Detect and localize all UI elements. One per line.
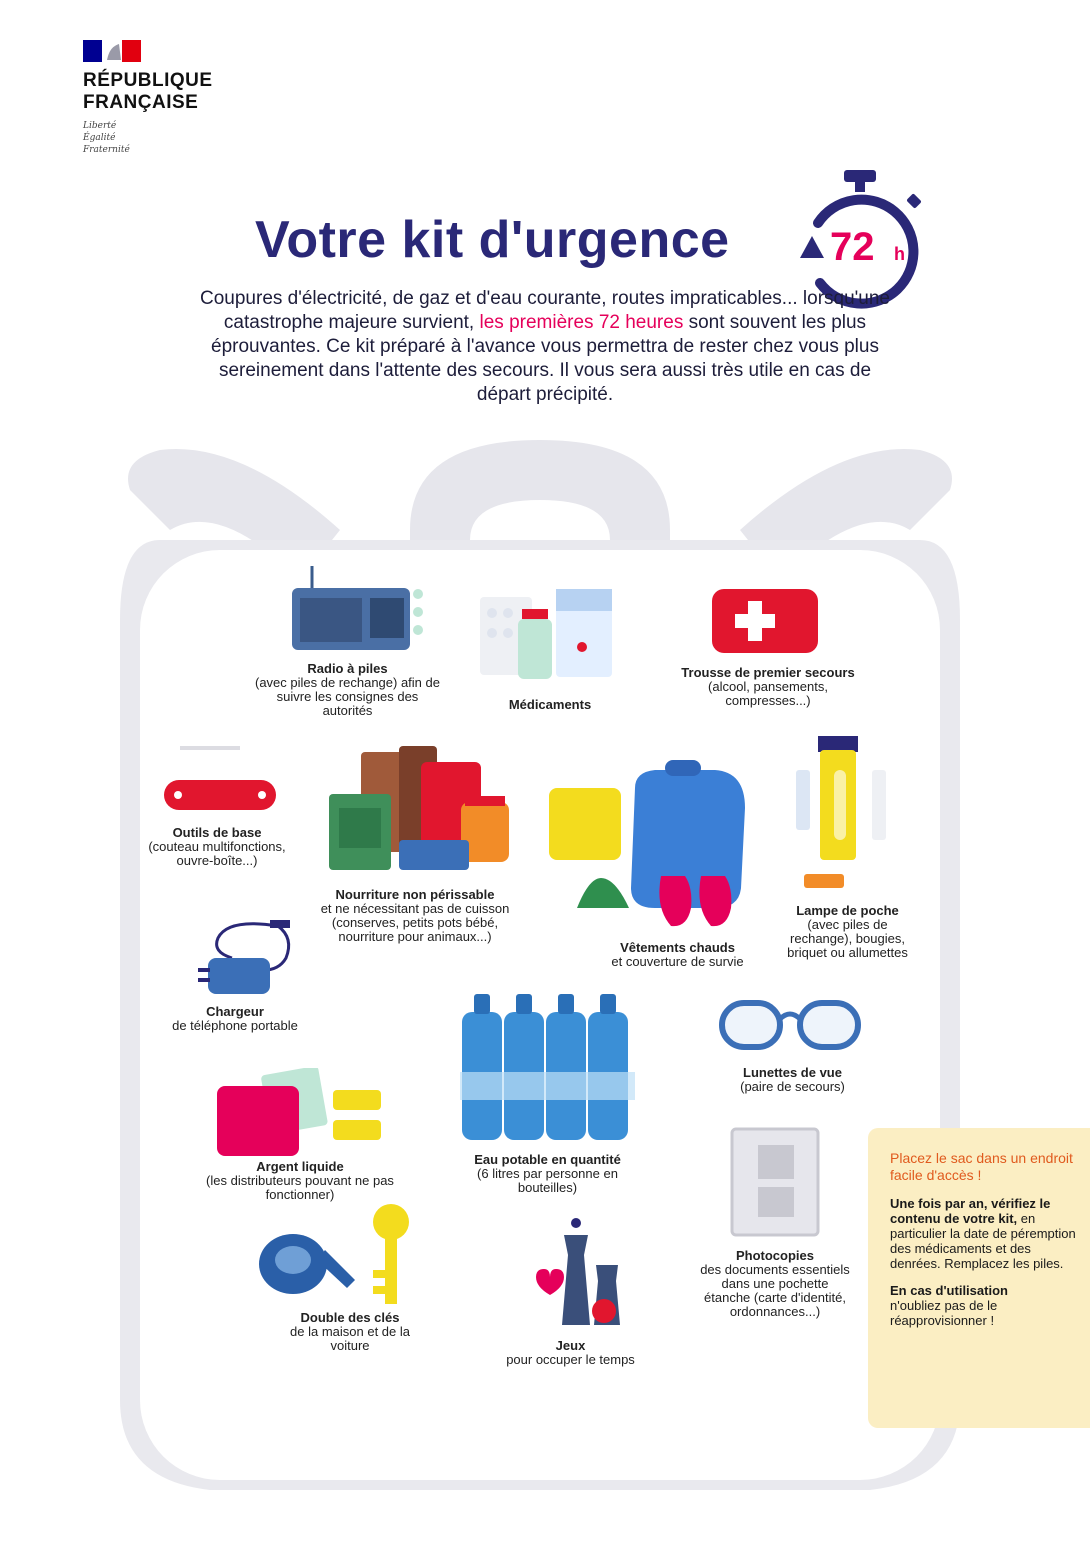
photocopies-title: Photocopies bbox=[735, 1248, 814, 1263]
intro-part2: sont souvent les plus éprouvantes. Ce kit préparé à l'avance vous permettra de rester chez vous plus sereinement dans l'attente des secours. Il vous sera aussi très utile en cas de départ précipité. bbox=[211, 312, 879, 405]
photocopies-desc: des documents essentiels dans une pochette étanche (carte d'identité, ordonnances...) bbox=[700, 1262, 850, 1319]
glasses-icon bbox=[718, 995, 863, 1055]
item-argent bbox=[205, 1160, 395, 1202]
motto-fraternite: Fraternité bbox=[83, 145, 130, 155]
item-lunettes bbox=[715, 1066, 870, 1094]
lampe-title: Lampe de poche bbox=[796, 903, 899, 918]
item-outils bbox=[132, 826, 302, 868]
tip-placez: Placez le sac dans un endroit facile d'accès ! bbox=[890, 1150, 1073, 1183]
tip-usage bbox=[890, 1283, 1076, 1328]
games-icon bbox=[520, 1215, 640, 1330]
tip-annuel bbox=[890, 1196, 1076, 1271]
item-medicaments bbox=[490, 698, 610, 712]
intro-part1: Coupures d'électricité, de gaz et d'eau courante, routes impraticables... lorsqu'une catastrophe majeure survient, bbox=[200, 288, 890, 333]
chargeur-desc: de téléphone portable bbox=[172, 1018, 298, 1033]
jeux-desc: pour occuper le temps bbox=[506, 1352, 635, 1367]
lunettes-title: Lunettes de vue bbox=[743, 1065, 842, 1080]
radio-desc: (avec piles de rechange) afin de suivre les consignes des autorités bbox=[254, 675, 440, 718]
radio-title: Radio à piles bbox=[307, 661, 388, 676]
argent-title: Argent liquide bbox=[256, 1159, 344, 1174]
page-title: Votre kit d'urgence bbox=[255, 211, 730, 269]
lunettes-desc: (paire de secours) bbox=[740, 1079, 845, 1094]
chargeur-title: Chargeur bbox=[206, 1004, 264, 1019]
motto-egalite: Égalité bbox=[83, 133, 116, 143]
trousse-desc: (alcool, pansements, compresses...) bbox=[708, 679, 828, 708]
lampe-desc: (avec piles de rechange), bougies, briquet ou allumettes bbox=[787, 917, 908, 960]
timer-number: 72 bbox=[830, 225, 875, 269]
intro-text bbox=[190, 287, 900, 407]
marianne-logo bbox=[83, 40, 141, 62]
item-nourriture bbox=[320, 888, 510, 944]
jeux-title: Jeux bbox=[555, 1338, 586, 1353]
cash-icon bbox=[215, 1068, 385, 1160]
medicaments-title: Médicaments bbox=[508, 697, 592, 712]
radio-icon bbox=[290, 562, 430, 657]
warm-clothes-icon bbox=[545, 758, 750, 933]
item-radio bbox=[250, 662, 445, 718]
multitool-icon bbox=[160, 740, 280, 815]
intro-highlight: les premières 72 heures bbox=[479, 312, 684, 333]
republique-francaise bbox=[83, 70, 213, 114]
first-aid-kit-icon bbox=[710, 585, 820, 655]
item-jeux bbox=[488, 1339, 653, 1367]
vetements-desc: et couverture de survie bbox=[611, 954, 744, 969]
item-chargeur bbox=[155, 1005, 315, 1033]
cles-desc: de la maison et de la voiture bbox=[290, 1324, 410, 1353]
trousse-title: Trousse de premier secours bbox=[681, 665, 855, 680]
nourriture-desc: et ne nécessitant pas de cuisson (conserves, petits pots bébé, nourriture pour animaux...) bbox=[320, 901, 510, 944]
tip-annuel-text: en particulier la date de péremption des médicaments et des denrées. Remplacez les piles. bbox=[890, 1211, 1076, 1271]
republique-line2: FRANÇAISE bbox=[83, 92, 199, 113]
republique-line1: RÉPUBLIQUE bbox=[83, 70, 213, 91]
eau-desc: (6 litres par personne en bouteilles) bbox=[477, 1166, 618, 1195]
item-trousse bbox=[668, 666, 868, 708]
water-bottles-icon bbox=[460, 992, 635, 1142]
motto bbox=[83, 120, 130, 156]
tip-usage-text: n'oubliez pas de le réapprovisionner ! bbox=[890, 1298, 998, 1328]
tip-annuel-bold: Une fois par an, vérifiez le contenu de votre kit, bbox=[890, 1196, 1051, 1226]
argent-desc: (les distributeurs pouvant ne pas fonctionner) bbox=[206, 1173, 394, 1202]
outils-desc: (couteau multifonctions, ouvre-boîte...) bbox=[148, 839, 286, 868]
item-vetements bbox=[595, 941, 760, 969]
item-lampe bbox=[775, 904, 920, 960]
keys-icon bbox=[255, 1200, 415, 1310]
item-cles bbox=[275, 1311, 425, 1353]
document-copies-icon bbox=[728, 1125, 823, 1240]
medicine-icon bbox=[478, 585, 618, 685]
item-photocopies bbox=[700, 1249, 850, 1319]
food-cans-icon bbox=[325, 742, 515, 872]
eau-title: Eau potable en quantité bbox=[474, 1152, 621, 1167]
motto-liberte: Liberté bbox=[83, 121, 117, 131]
item-eau bbox=[455, 1153, 640, 1195]
outils-title: Outils de base bbox=[172, 825, 262, 840]
nourriture-title: Nourriture non périssable bbox=[335, 887, 495, 902]
timer-unit: h bbox=[894, 244, 905, 264]
flashlight-icon bbox=[790, 730, 900, 895]
tip-usage-bold: En cas d'utilisation bbox=[890, 1283, 1008, 1298]
tip-box bbox=[868, 1128, 1090, 1428]
vetements-title: Vêtements chauds bbox=[620, 940, 735, 955]
cles-title: Double des clés bbox=[300, 1310, 400, 1325]
charger-icon bbox=[198, 918, 298, 1000]
